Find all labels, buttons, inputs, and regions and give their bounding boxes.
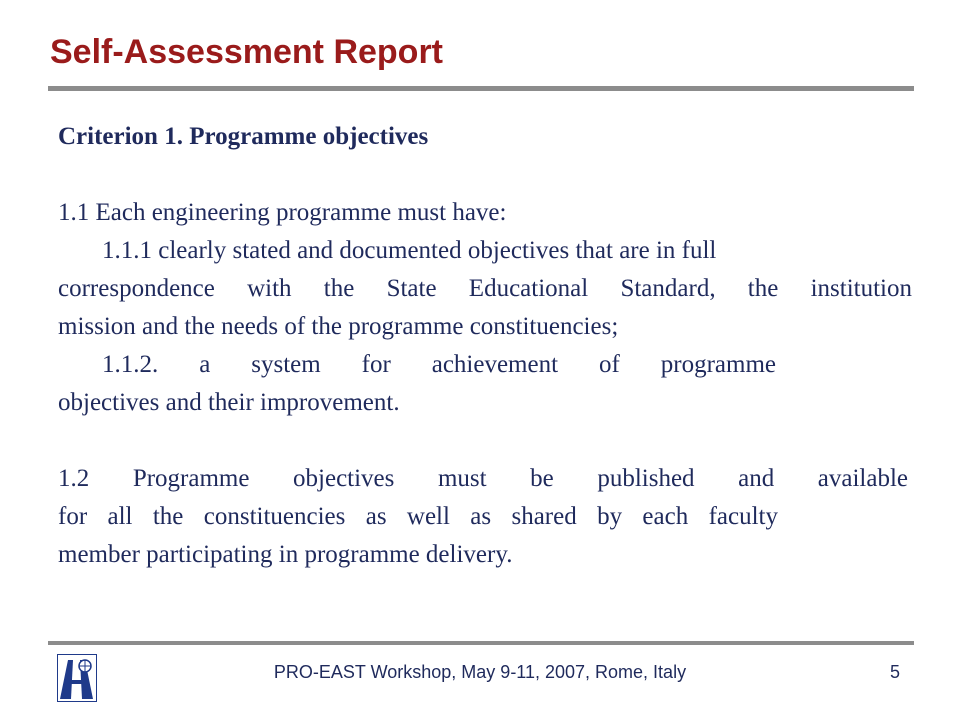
spacer: [58, 156, 914, 194]
body-line: member participating in programme delivery.: [58, 541, 513, 568]
body-line: 1.1 Each engineering programme must have:: [58, 199, 507, 226]
body-line: correspondence with the State Educational Standard, the institution: [58, 275, 912, 302]
spacer: [58, 422, 914, 460]
footer-text: PRO-EAST Workshop, May 9-11, 2007, Rome, Italy: [273, 662, 687, 682]
body-line: 1.2 Programme objectives must be published and available: [58, 465, 908, 492]
body-line: for all the constituencies as well as shared by each faculty: [58, 503, 778, 530]
body-line: mission and the needs of the programme constituencies;: [58, 313, 619, 340]
body-line: 1.1.2. a system for achievement of programme: [102, 351, 776, 378]
slide-title: Self-Assessment Report: [50, 33, 444, 71]
slide-body: [58, 118, 914, 574]
criterion-heading: Criterion 1. Programme objectives: [58, 123, 429, 150]
body-line: 1.1.1 clearly stated and documented objectives that are in full: [102, 237, 717, 264]
body-line: objectives and their improvement.: [58, 389, 400, 416]
title-divider: [48, 86, 914, 91]
page-number: 5: [889, 662, 900, 682]
footer-divider: [48, 641, 914, 645]
